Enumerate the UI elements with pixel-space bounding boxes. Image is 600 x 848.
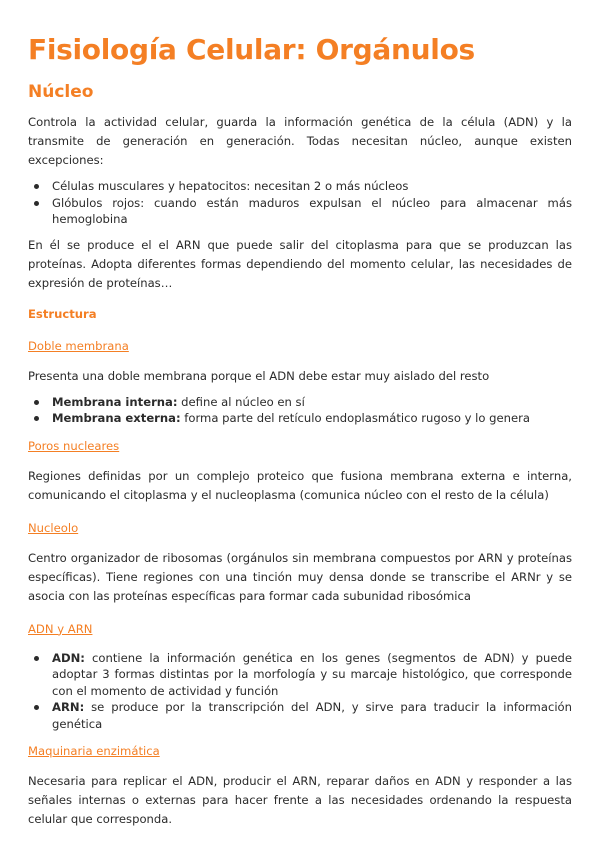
term: ADN: [52,650,85,665]
description: define al núcleo en sí [177,394,305,409]
description: forma parte del retículo endoplasmático rugoso y lo genera [180,411,531,425]
list-item [52,394,572,411]
list-item [52,699,572,732]
adn-arn-list [28,650,572,733]
section-heading-nucleo: Núcleo [28,82,94,102]
term: ARN: [52,700,85,714]
term: Membrana interna: [52,394,178,409]
link-nucleolo[interactable]: Nucleolo [28,520,79,535]
link-poros-nucleares[interactable]: Poros nucleares [28,438,120,453]
membrana-list [28,394,572,427]
term: Membrana externa: [52,411,181,425]
link-adn-arn[interactable]: ADN y ARN [28,621,93,636]
list-item [52,410,572,427]
paragraph-doble-membrana: Presenta una doble membrana porque el ADN debe estar muy aislado del resto [28,368,490,383]
paragraph-arn: En él se produce el el ARN que puede salir del citoplasma para que se produzcan las proteínas. Adopta diferentes formas dependiendo del momento celular, las necesidades de expresión de proteínas… [28,237,572,290]
description: se produce por la transcripción del ADN, y sirve para traducir la información genética [52,700,572,731]
intro-paragraph: Controla la actividad celular, guarda la información genética de la célula (ADN) y la transmite de generación en generación. Todas necesitan núcleo, aunque existen excepciones: [28,115,572,167]
paragraph-poros: Regiones definidas por un complejo proteico que fusiona membrana externa e interna, comunicando el citoplasma y el nucleoplasma (comunica núcleo con el resto de la célula) [28,468,572,502]
list-item: Células musculares y hepatocitos: necesitan 2 o más núcleos [52,178,572,195]
list-item [52,650,572,700]
exceptions-list [28,178,572,228]
paragraph-maquinaria: Necesaria para replicar el ADN, producir el ARN, reparar daños en ADN y responder a las señales internas o externas para hacer frente a las necesidades ordenando la respuesta celular que corresponda. [28,774,572,826]
list-item: Glóbulos rojos: cuando están maduros expulsan el núcleo para almacenar más hemoglobina [52,195,572,226]
page-title: Fisiología Celular: Orgánulos [28,33,475,66]
link-doble-membrana[interactable]: Doble membrana [28,338,129,353]
subheading-estructura: Estructura [28,306,97,321]
description: contiene la información genética en los genes (segmentos de ADN) y puede adoptar 3 formas distintas por la morfología y su marcaje histológico, que corresponde con el momento de actividad y función [52,650,572,698]
link-maquinaria-enzimatica[interactable]: Maquinaria enzimática [28,744,160,758]
paragraph-nucleolo: Centro organizador de ribosomas (orgánulos sin membrana compuestos por ARN y proteínas específicas). Tiene regiones con una tinción muy densa donde se transcribe el ARNr y se asocia con las proteínas específicas para formar cada subunidad ribosómica [28,550,572,603]
